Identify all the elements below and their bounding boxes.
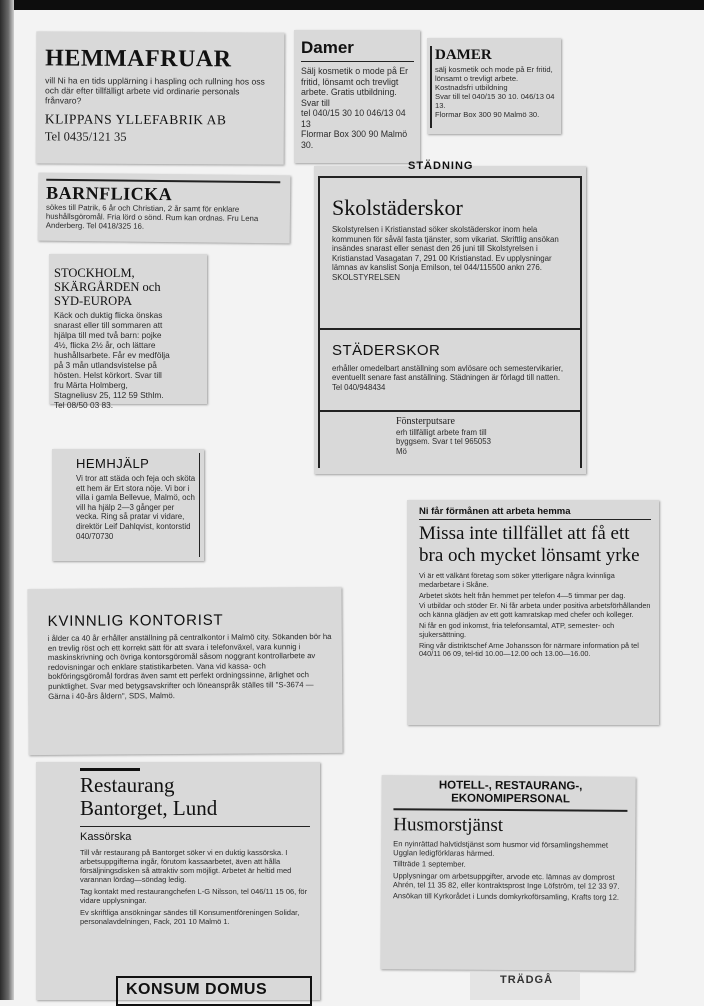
clipping-body: Käck och duktig flicka önskas snarast eller till sommaren att hjälpa till med två barn: pojke 4½, flicka 2½ år, och lättare hushållsarbete. Får ev medfölja på 3 mån utlandsvistelse på hösten. Helst körkort. Svar till fru Märta Holmberg, Stagneliusv 25, 112 59 Sthlm. Tel 08/50 03 83. (54, 310, 170, 410)
clipping-footer-box (116, 976, 312, 1006)
clipping-barnflicka (38, 173, 291, 244)
clipping-footer-fragment (470, 972, 580, 1000)
clipping-subtitle: Kassörska (80, 831, 132, 843)
clipping-phone: Tel 040/948434 (332, 382, 386, 392)
clipping-title: HEMHJÄLP (76, 456, 150, 471)
clipping-title: HEMMAFRUAR (45, 45, 232, 73)
clipping-left-rule (318, 176, 320, 468)
clipping-skolstaderskor (314, 160, 586, 474)
clipping-rule (318, 410, 580, 412)
clipping-paragraph: Ansökan till Kyrkorådet i Lunds domkyrkoförsamling, Krafts torg 12. (392, 891, 620, 902)
clipping-phones: tel 040/15 30 10 046/13 04 13 (301, 108, 406, 129)
clipping-paragraph: Ring vår distriktschef Arne Johansson för närmare information på tel 040/11 06 09, tel-tid 10.00—12.00 och 13.00—16.00. (419, 640, 639, 659)
clipping-kicker: Ni får förmånen att arbeta hemma (419, 506, 571, 517)
clipping-top-ornament (80, 762, 140, 771)
clipping-body: Vi tror att städa och feja och sköta ett hem är Ert stora nöje. Vi bor i villa i gamla Bellevue, Malmö, och vill ha hjälp 2—3 gånger per vecka. Ring så pratar vi vidare, direktör Leif Dahlqvist, kontorstid 040/70730 (76, 474, 196, 541)
clipping-paragraph: Ni får en god inkomst, fria telefonsamtal, ATP, semester- och sjukersättning. (419, 620, 615, 639)
clipping-hemhjalp (52, 449, 204, 561)
clipping-title: KVINNLIG KONTORIST (47, 611, 224, 630)
clipping-missa-inte (407, 500, 659, 725)
clipping-right-rule (199, 453, 200, 557)
clipping-subtitle: Fönsterputsare (396, 416, 455, 427)
clipping-signature: SKOLSTYRELSEN (332, 272, 400, 282)
clipping-body: vill Ni ha en tids upplärning i haspling och rullning hos oss och där efter tillfälligt arbete vid ordinarie personals frånvaro? (44, 75, 265, 106)
clipping-title: Skolstäderskor (332, 195, 463, 220)
clipping-title: DAMER (435, 47, 492, 63)
clipping-body: erh tillfälligt arbete fram till byggsem. Svar t tel 965053 Mö (396, 428, 491, 456)
clipping-damer-1 (294, 30, 420, 163)
clipping-damer-2 (427, 38, 561, 134)
clipping-phone: Tel 0435/121 35 (44, 129, 127, 144)
clipping-title: BARNFLICKA (46, 182, 173, 205)
clipping-address: Flormar Box 300 90 Malmö 30. (435, 110, 540, 119)
clipping-paragraph: Ev skriftliga ansökningar sändes till Konsumentföreningen Solidar, personalavdelningen, Fack, 201 10 Malmö 1. (80, 908, 300, 926)
clipping-phones: Svar till tel 040/15 30 10. 046/13 04 13. (435, 92, 555, 110)
clipping-stockholm (49, 254, 207, 410)
clipping-paragraph: Vi är ett välkänt företag som söker ytterligare några kvinnliga medarbetare i Skåne. (419, 571, 615, 589)
clipping-paragraph: Vi utbildar och stöder Er. Ni får arbeta under positiva arbetsförhållanden och känna glädjen av ett gott kamratskap med chefer och kolleger. (419, 601, 651, 620)
clipping-footer: KONSUM DOMUS (126, 981, 268, 998)
clipping-title: Husmorstjänst (393, 814, 504, 836)
clipping-subtitle: STÄDERSKOR (332, 342, 441, 359)
scan-top-border (0, 0, 704, 10)
clipping-title: Restaurang (80, 773, 175, 797)
clipping-left-rule (430, 46, 432, 128)
clipping-body: erhåller omedelbart anställning som avlösare och semestervikarier, eventuellt senare fast anställning. Städningen är förlagd till natten. (332, 364, 563, 383)
clipping-title: STOCKHOLM, SKÄRGÅRDEN och SYD-EUROPA (54, 266, 161, 308)
clipping-paragraph: Tillträde 1 september. (393, 859, 466, 870)
clipping-husmorstjanst (380, 775, 635, 971)
clipping-rule (419, 519, 651, 520)
clipping-right-rule (580, 176, 582, 468)
clipping-rule (301, 61, 414, 62)
clipping-hemmafruar (36, 31, 285, 164)
clipping-paragraph: Till vår restaurang på Bantorget söker vi en duktig kassörska. I arbetsuppgifterna ingår, förutom kassaarbetet, även att hålla försäljningsdisken så attraktiv som möjligt. Arbetet är heltid med varannan lördag—söndag ledig. (80, 848, 292, 884)
clipping-rule (80, 826, 310, 827)
clipping-rule (318, 328, 580, 330)
clipping-header: HOTELL-, RESTAURANG-, EKONOMIPERSONAL (438, 779, 583, 806)
clipping-rule (318, 176, 580, 178)
clipping-body: sökes till Patrik, 6 år och Christian, 2 år samt för enklare hushållsgöromål. Fria lörd o sönd. Rum kan ordnas. Fru Lena Anderberg. Tel 0418/325 16. (45, 202, 259, 232)
clipping-title: Damer (301, 38, 354, 57)
scan-left-border (0, 0, 14, 1000)
clipping-company: KLIPPANS YLLEFABRIK AB (44, 111, 227, 127)
clipping-paragraph: En nyinrättad halvtidstjänst som husmor vid församlingshemmet Ugglan ledigförklaras härmed. (393, 839, 609, 859)
clipping-header-fragment: STÄDNING (408, 160, 474, 172)
clipping-kvinnlig-kontorist (27, 587, 342, 755)
clipping-body: Skolstyrelsen i Kristianstad söker skolstäderskor inom hela kommunen för såväl fasta tjänster, som vikariat. Skriftlig ansökan insändes snarast eller senast den 26 juni till Skolstyrelsen i Kristianstad Vasagatan 7, 291 00 Kristianstad. Ev upplysningar lämnas av kanslist Sonja Emilson, tel 044/115500 ankn 276. (332, 225, 559, 272)
clipping-paragraph: Upplysningar om arbetsuppgifter, arvode etc. lämnas av domprost Ahrén, tel 11 35 82, eller kontraktsprost Inge Löfström, tel 12 33 97. (392, 870, 620, 891)
clipping-body: Sälj kosmetik o mode på Er fritid, lönsamt och trevligt arbete. Gratis utbildning. Svar till (301, 66, 409, 108)
clipping-fragment-text: TRÄDGÅ (500, 974, 554, 986)
clipping-paragraph: Tag kontakt med restaurangchefen L-G Nilsson, tel 046/11 15 06, för vidare upplysningar. (80, 887, 308, 905)
clipping-body: sälj kosmetik och mode på Er fritid, lönsamt o trevligt arbete. Kostnadsfri utbildning (435, 65, 553, 92)
clipping-rule (393, 808, 627, 812)
clipping-address: Flormar Box 300 90 Malmö 30. (301, 129, 408, 150)
clipping-title: Missa inte tillfället att få ett bra och mycket lönsamt yrke (419, 523, 640, 566)
clipping-body: i ålder ca 40 år erhåller anställning på centralkontor i Malmö city. Sökanden bör ha en trevlig röst och ett korrekt sätt för att svara i telefonväxel, vara kunnig i maskinskrivning och övriga kontorsgöromål såsom noggrant kontrollarbete av redovisningar och enklare statistikarbeten. Vana vid kassa- och bokföringsgöromål fordras även samt ett perfekt ordningssinne, ärlighet och punktlighet. Svar med betygsavskrifter och löneanspråk ställes till "S-3674 — Gärna i 40-års åldern", SDS, Malmö. (47, 631, 332, 701)
clipping-restaurang-bantorget (36, 762, 320, 1000)
clipping-paragraph: Arbetet sköts helt från hemmet per telefon 4—5 timmar per dag. (419, 590, 626, 600)
clipping-title: Bantorget, Lund (80, 796, 218, 820)
